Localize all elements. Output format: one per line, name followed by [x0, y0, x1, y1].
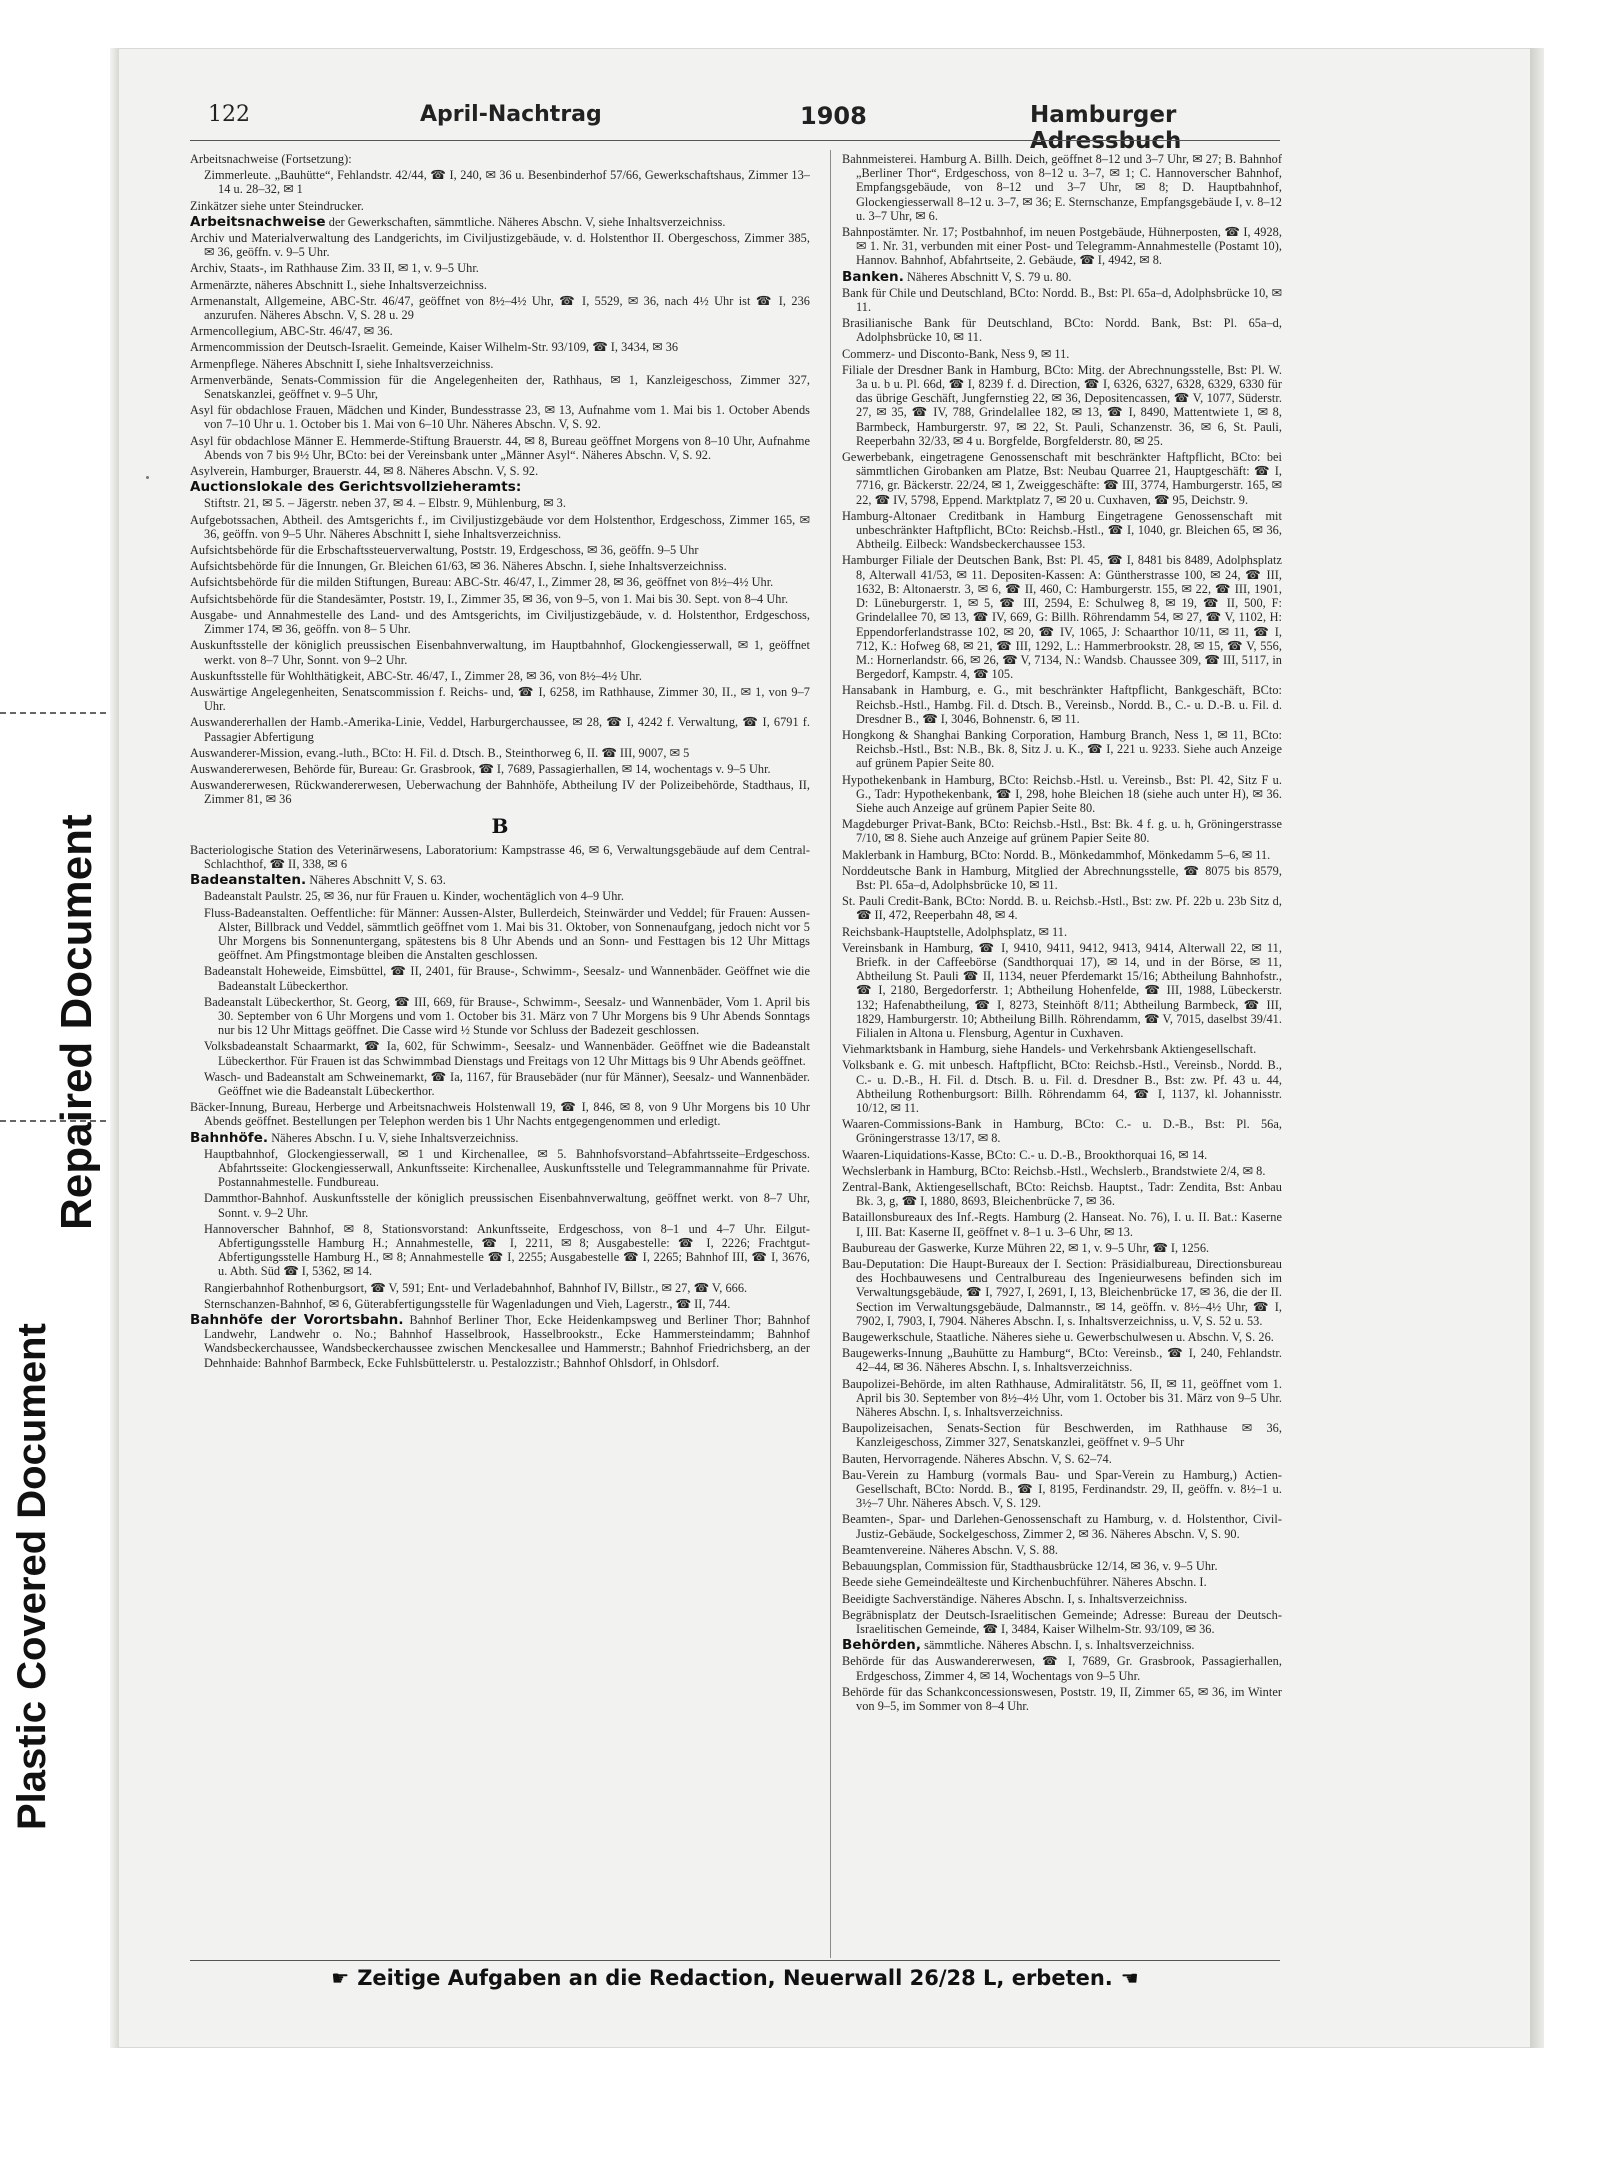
list-item: Baugewerkschule, Staatliche. Näheres siehe u. Gewerbschulwesen u. Abschn. V, S. 26. [842, 1330, 1274, 1345]
list-item: Rangierbahnhof Rothenburgsort, ☎ V, 591; Ent- und Verladebahnhof, Bahnhof IV, Billstr., ✉ 27, ☎ V, 666. [204, 1280, 748, 1295]
list-item: Armenanstalt, Allgemeine, ABC-Str. 46/47, geöffnet von 8½–4½ Uhr, ☎ I, 5529, ✉ 36, nach 4½ Uhr ist ☎ I, 236 anzurufen. Näheres Abschn. V, S. 28 u. 29 [190, 293, 810, 323]
list-item: Bebauungsplan, Commission für, Stadthausbrücke 12/14, ✉ 36, v. 9–5 Uhr. [842, 1559, 1218, 1574]
section-letter-b: B [491, 813, 509, 838]
list-item: Bahnmeisterei. Hamburg A. Billh. Deich, geöffnet 8–12 und 3–7 Uhr, ✉ 27; B. Bahnhof „Berliner Thor“, Erdgeschoss, von 8–12 u. 3–7, ✉ 1; C. Hannoverscher Bahnhof, Empfangsgebäude, von 8–12 und 3–7 Uhr, ✉ 8; D. Hauptbahnhof, Glockengiesserwall 8–12 u. 3–7, ✉ 36; E. Sternschanze, Empfangsgebäude I, v. 8–12 u. 3–7 Uhr, ✉ 6. [842, 152, 1282, 223]
list-item: Hamburger Filiale der Deutschen Bank, Bst: Pl. 45, ☎ I, 8481 bis 8489, Adolphsplatz 8, Alterwall 41/53, ✉ 11. Depositen-Kassen: A: Güntherstrasse 100, ✉ 24, ☎ III, 1632, B: Altonaerstr. 3, ✉ 6, ☎ II, 460, C: Hamburgerstr. 155, ✉ 22, ☎ III, 1901, D: Lüneburgerstr. 1, ✉ 5, ☎ III, 2594, E: Schulweg 8, ✉ 19, ☎ II, 500, F: Grindelallee 70, ✉ 13, ☎ IV, 669, G: Billh. Röhrendamm 54, ✉ 27, ☎ V, 1102, H: Eppendorferlandstrasse 102, ✉ 20, ☎ IV, 1065, J: Schaarthor 10/11, ✉ 11, ☎ I, 712, K.: Hofweg 68, ✉ 21, ☎ III, 1292, L.: Hammerbrookstr. 28, ✉ 15, ☎ V, 556, M.: Hornerlandstr. 66, ✉ 26, ☎ V, 7134, N.: Wandsb. Chaussee 309, ☎ III, 5117, in Bergedorf, Kampstr. 4, ☎ 105. [842, 553, 1282, 682]
list-item: Fluss-Badeanstalten. Oeffentliche: für Männer: Aussen-Alster, Bullerdeich, Steinwärder und Veddel; für Frauen: Aussen-Alster, Billbrack und Veddel, sämmtlich geöffnet vom 1. Mai bis 31. Oktober, von Sonnenaufgang, jedoch nicht vor 5 Uhr Morgens bis Sonnenuntergang, spätestens bis 8 Uhr Abends und an Sonn- und Festtagen bis 12 Uhr Mittags geöffnet. Am Pfingstmontage bleiben die Anstalten geschlossen. [204, 905, 810, 963]
list-item: Magdeburger Privat-Bank, BCto: Reichsb.-Hstl., Bst: Bk. 4 f. g. u. h, Gröningerstrasse 7/10, ✉ 8. Siehe auch Anzeige auf grünem Papier Seite 80. [842, 817, 1282, 846]
list-item: Zinkätzer siehe unter Steindrucker. [190, 198, 364, 213]
list-item: Auskunftsstelle für Wohlthätigkeit, ABC-Str. 46/47, I., Zimmer 28, ✉ 36, von 8½–4½ Uhr. [190, 668, 643, 683]
list-item: Badeanstalt Hoheweide, Eimsbüttel, ☎ II, 2401, für Brause-, Schwimm-, Seesalz- und Wannenbäder. Geöffnet wie die Badeanstalt Lübeckerthor. [204, 964, 810, 993]
list-item [842, 270, 1282, 284]
list-item: Brasilianische Bank für Deutschland, BCto: Nordd. Bank, Bst: Pl. 65a–d, Adolphsbrücke 10, ✉ 11. [842, 316, 1282, 345]
footer-notice [190, 1966, 1280, 1990]
list-item: Auswandererwesen, Behörde für, Bureau: Gr. Grasbrook, ☎ I, 7689, Passagierhallen, ✉ 14, wochentags v. 9–5 Uhr. [190, 761, 771, 776]
list-item: Dammthor-Bahnhof. Auskunftsstelle der königlich preussischen Eisenbahnverwaltung, geöffnet werkt. von 8–7 Uhr, Sonnt. v. 9–2 Uhr. [204, 1191, 810, 1220]
list-item: Maklerbank in Hamburg, BCto: Nordd. B., Mönkedammhof, Mönkedamm 5–6, ✉ 11. [842, 847, 1271, 862]
list-item: Bau-Deputation: Die Haupt-Bureaux der I. Section: Präsidialbureau, Directionsbureau des Hochbauwesens und Centralbureau des Ingenieurwesens befinden sich im Verwaltungsgebäude, ☎ I, 7927, I, 2691, I, 13, Bleichenbrücke 17, ✉ 36, die der II. Section im Verwaltungsgebäude, Dalmannstr., ✉ 14, geöffn. v. 8½–4½ Uhr, ☎ I, 7902, I, 7903, I, 7904. Näheres Abschn. I, s. Inhaltsverzeichniss, u. V, S. 52 u. 53. [842, 1257, 1282, 1328]
list-item: Beamten-, Spar- und Darlehen-Genossenschaft zu Hamburg, v. d. Holstenthor, Civil-Justiz-Gebäude, Sockelgeschoss, Zimmer 2, ✉ 36. Näheres Abschn. V, S. 90. [842, 1512, 1282, 1541]
entry-text: Näheres Abschn. I u. V, siehe Inhaltsverzeichniss. [268, 1130, 519, 1145]
list-item: Zimmerleute. „Bauhütte“, Fehlandstr. 42/44, ☎ I, 240, ✉ 36 u. Besenbinderhof 57/66, Gewerkschaftshaus, Zimmer 13–14 u. 28–32, ✉ 1 [204, 168, 810, 197]
list-item: Sternschanzen-Bahnhof, ✉ 6, Güterabfertigungsstelle für Wagenladungen und Vieh, Lagerstr., ☎ II, 744. [204, 1296, 731, 1311]
list-item: Auswanderer-Mission, evang.-luth., BCto: H. Fil. d. Dtsch. B., Steinthorweg 6, II. ☎ III, 9007, ✉ 5 [190, 745, 690, 760]
list-item: Baupolizeisachen, Senats-Section für Beschwerden, im Rathhause ✉ 36, Kanzleigeschoss, Zimmer 327, Senatskanzlei, geöffnet v. 9–5 Uhr [842, 1421, 1282, 1450]
section-heading: Behörden, [842, 1637, 921, 1654]
header-rule [190, 140, 1280, 141]
list-item: Hauptbahnhof, Glockengiesserwall, ✉ 1 und Kirchenallee, ✉ 5. Bahnhofsvorstand–Abfahrtsseite–Erdgeschoss. Abfahrtsseite: Glockengiesserwall, Ankunftsseite: Kirchenallee, Auskunftsstelle und Telegrammannahme für Private. Postannahmestelle. Fundbureau. [204, 1146, 810, 1190]
entry-text: Näheres Abschnitt V, S. 63. [306, 873, 446, 888]
list-item: Baugewerks-Innung „Bauhütte zu Hamburg“, BCto: Vereinsb., ☎ I, 240, Fehlandstr. 42–44, ✉ 36. Näheres Abschn. I, s. Inhaltsverzeichniss. [842, 1346, 1282, 1375]
list-item: Hamburg-Altonaer Creditbank in Hamburg Eingetragene Genossenschaft mit unbeschränkter Haftpflicht, BCto: Reichsb.-Hstl., ☎ I, 1040, gr. Bleichen 65, ✉ 36, Abtheilg. Eilbeck: Wandsbeckerchaussee 153. [842, 508, 1282, 552]
list-item: Baupolizei-Behörde, im alten Rathhause, Admiralitätstr. 56, II, ✉ 11, geöffnet vom 1. April bis 30. September von 8½–4½ Uhr, vom 1. October bis 31. März von 9–5 Uhr. Näheres Abschn. I, s. Inhaltsverzeichniss. [842, 1376, 1282, 1420]
pointing-hand-right-icon: ☛ [331, 1966, 350, 1990]
entry-text: der Gewerkschaften, sämmtliche. Näheres Abschn. V, siehe Inhaltsverzeichniss. [325, 214, 726, 229]
header-right-title: Hamburger Adressbuch [1030, 102, 1182, 154]
running-header [190, 98, 1290, 154]
section-heading: Bahnhöfe. [190, 1129, 269, 1146]
dashed-separator-top [0, 712, 106, 714]
list-item: Waaren-Commissions-Bank in Hamburg, BCto: C.- u. D.-B., Bst: Pl. 56a, Gröningerstrasse 13/17, ✉ 8. [842, 1117, 1282, 1146]
list-item: Begräbnisplatz der Deutsch-Israelitischen Gemeinde; Adresse: Bureau der Deutsch-Israelitischen Gemeinde, ☎ I, 3484, Kaiser Wilhelm-Str. 93/109, ✉ 36. [842, 1607, 1282, 1636]
page-number: 122 [208, 102, 250, 127]
list-item: Aufsichtsbehörde für die milden Stiftungen, Bureau: ABC-Str. 46/47, I., Zimmer 28, ✉ 36, geöffnet von 8½–4½ Uhr. [190, 575, 774, 590]
list-item [190, 1131, 810, 1145]
list-item: Hansabank in Hamburg, e. G., mit beschränkter Haftpflicht, Bankgeschäft, BCto: Reichsb.-Hstl., Hambg. Fil. d. Dtsch. B., Vereinsb., Nordd. B., C.- u. D.-B. u. Fil. d. Dresdner B., ☎ I, 3046, Bohnenstr. 6, ✉ 11. [842, 683, 1282, 726]
entry-text: Näheres Abschnitt V, S. 79 u. 80. [903, 269, 1072, 284]
list-item: Waaren-Liquidations-Kasse, BCto: C.- u. D.-B., Brookthorquai 16, ✉ 14. [842, 1147, 1208, 1162]
list-item: Auswandererwesen, Rückwandererwesen, Ueberwachung der Bahnhöfe, Abtheilung IV der Polizeibehörde, Stadthaus, II, Zimmer 81, ✉ 36 [190, 778, 810, 807]
list-item [190, 1313, 810, 1370]
list-item: Aufsichtsbehörde für die Innungen, Gr. Bleichen 61/63, ✉ 36. Näheres Abschn. I, siehe Inhaltsverzeichniss. [190, 559, 727, 574]
list-item [190, 480, 810, 494]
list-item: Auswandererhallen der Hamb.-Amerika-Linie, Veddel, Harburgerchaussee, ✉ 28, ☎ I, 4242 f. Verwaltung, ☎ I, 6791 f. Passagier Abfertigung [190, 715, 810, 744]
list-item: Bahnpostämter. Nr. 17; Postbahnhof, im neuen Postgebäude, Hühnerposten, ☎ I, 4928, ✉ 1. Nr. 31, verbunden mit einer Post- und Telegramm-Annahmestelle (Postamt 10), Hannov. Bahnhof, Abfahrtseite, 2. Gebäude, ☎ I, 4942, ✉ 8. [842, 225, 1282, 268]
side-labels [0, 700, 100, 1840]
list-item: Beede siehe Gemeindeälteste und Kirchenbuchführer. Näheres Abschn. I. [842, 1575, 1207, 1590]
list-item: Asyl für obdachlose Frauen, Mädchen und Kinder, Bundesstrasse 23, ✉ 13, Aufnahme vom 1. Mai bis 1. October Abends von 7–10 Uhr u. 1. October bis 1. Mai von 6–10 Uhr. Näheres Abschn. V, S. 92. [190, 403, 810, 432]
list-item: Ausgabe- und Annahmestelle des Land- und des Amtsgerichts, im Civiljustizgebäude, v. d. Holstenthor, Erdgeschoss, Zimmer 174, ✉ 36, geöffn. von 8– 5 Uhr. [190, 607, 810, 637]
list-item: Aufsichtsbehörde für die Standesämter, Poststr. 19, I., Zimmer 35, ✉ 36, von 9–5, von 1. Mai bis 30. Sept. von 8–4 Uhr. [190, 591, 789, 606]
list-item: Bauten, Hervorragende. Näheres Abschn. V, S. 62–74. [842, 1451, 1112, 1466]
list-item: Volksbadeanstalt Schaarmarkt, ☎ Ia, 602, für Schwimm-, Seesalz- und Wannenbäder. Geöffnet wie die Badeanstalt Lübeckerthor. Für Frauen ist das Schwimmbad Dienstags und Freitags von 12 Uhr Mittags bis 9 Uhr Abends geöffnet. [204, 1039, 810, 1068]
list-item: Arbeitsnachweise (Fortsetzung): [190, 152, 352, 166]
list-item: Bacteriologische Station des Veterinärwesens, Laboratorium: Kampstrasse 46, ✉ 6, Verwaltungsgebäude auf dem Central-Schlachthof, ☎ II, 338, ✉ 6 [190, 842, 810, 871]
list-item: Hypothekenbank in Hamburg, BCto: Reichsb.-Hstl. u. Vereinsb., Bst: Pl. 42, Sitz F u. G., Tadr: Hypothekenbank, ☎ I, 298, hohe Bleichen 18 (siehe auch unter H), ✉ 36. Siehe auch Anzeige auf grünem Papier Seite 80. [842, 772, 1282, 815]
page-edge-right [1530, 48, 1544, 2048]
entry-text: sämmtliche. Näheres Abschn. I, s. Inhaltsverzeichniss. [921, 1638, 1195, 1653]
list-item: Bäcker-Innung, Bureau, Herberge und Arbeitsnachweis Holstenwall 19, ☎ I, 846, ✉ 8, von 9 Uhr Morgens bis 10 Uhr Abends geöffnet. Bestellungen per Telephon werden bis 1 Uhr Nachts entgegengenommen und erledigt. [190, 1100, 810, 1129]
list-item: Armenverbände, Senats-Commission für die Angelegenheiten der, Rathhaus, ✉ 1, Kanzleigeschoss, Zimmer 327, Senatskanzlei, geöffnet v. 9–5 Uhr, [190, 372, 810, 402]
list-item: Reichsbank-Hauptstelle, Adolphsplatz, ✉ 11. [842, 924, 1068, 939]
list-item: Behörde für das Auswandererwesen, ☎ I, 7689, Gr. Grasbrook, Passagierhallen, Erdgeschoss, Zimmer 4, ✉ 14, Wochentags von 9–5 Uhr. [842, 1654, 1282, 1683]
section-heading: Arbeitsnachweise [190, 213, 326, 230]
list-item: Volksbank e. G. mit unbesch. Haftpflicht, BCto: Reichsb.-Hstl., Vereinsb., Nordd. B., C.- u. D.-B., H. Fil. d. Dtsch. B. u. Fil. d. Dresdner B., Bst: zw. Pf. 43 u. 44, Abtheilung Rothenburgsort: Billh. Röhrendamm 64, ☎ I, 1137, kl. Johannisstr. 10/12, ✉ 11. [842, 1058, 1282, 1115]
list-item: Asyl für obdachlose Männer E. Hemmerde-Stiftung Brauerstr. 44, ✉ 8, Bureau geöffnet Morgens von 8–10 Uhr, Aufnahme Abends von 7 bis 9½ Uhr, BCto: bei der Vereinsbank unter „Männer Asyl“. Näheres Abschn. V, S. 92. [190, 433, 810, 462]
list-item: Beeidigte Sachverständige. Näheres Abschn. I, s. Inhaltsverzeichniss. [842, 1591, 1188, 1606]
header-left-title: April-Nachtrag [420, 102, 602, 127]
list-item: Armenpflege. Näheres Abschnitt I, siehe Inhaltsverzeichniss. [190, 356, 494, 371]
list-item: Baubureau der Gaswerke, Kurze Mühren 22, ✉ 1, v. 9–5 Uhr, ☎ I, 1256. [842, 1240, 1210, 1255]
dashed-separator-bottom [0, 1120, 106, 1122]
list-item: Aufsichtsbehörde für die Erbschaftssteuerverwaltung, Poststr. 19, Erdgeschoss, ✉ 36, geöffn. 9–5 Uhr [190, 543, 699, 558]
list-item: Armencommission der Deutsch-Israelit. Gemeinde, Kaiser Wilhelm-Str. 93/109, ☎ I, 3434, ✉ 36 [190, 340, 679, 355]
list-item: Beamtenvereine. Näheres Abschn. V, S. 88. [842, 1542, 1059, 1557]
list-item: Vereinsbank in Hamburg, ☎ I, 9410, 9411, 9412, 9413, 9414, Alterwall 22, ✉ 11, Briefk. in der Caffeebörse (Sandthorquai 17), ✉ 14, und in der Börse, ✉ 11, Abtheilung St. Pauli ☎ II, 1134, neuer Pferdemarkt 15/16; Abtheilung Bahnhofstr., ☎ I, 2180, Bergedorferstr. 1; Abtheilung Hohenfelde, ☎ III, 1988, Lübeckerstr. 132; Hafenabtheilung, ☎ I, 8273, Steinhöft 8/11; Abtheilung Barmbeck, ☎ III, 1829, Hamburgerstr. 10; Abtheilung Billh. Röhrendamm, ☎ V, 7015, daselbst 39/41. Filialen in Altona u. Flensburg, Agentur in Cuxhaven. [842, 940, 1282, 1040]
list-item: Norddeutsche Bank in Hamburg, Mitglied der Abrechnungsstelle, ☎ 8075 bis 8579, Bst: Pl. 65a–d, Adolphsbrücke 10, ✉ 11. [842, 863, 1282, 892]
list-item: Hongkong & Shanghai Banking Corporation, Hamburg Branch, Ness 1, ✉ 11, BCto: Reichsb.-Hstl., Bst: N.B., Bk. 8, Sitz J. u. K., ☎ I, 221 u. 9233. Siehe auch Anzeige auf grünem Papier Seite 80. [842, 727, 1282, 771]
footer-rule [190, 1960, 1280, 1961]
right-column [842, 152, 1282, 1952]
entry-text: Bahnhof Berliner Thor, Ecke Heidenkampsweg und Berliner Thor; Bahnhof Landwehr, Landwehr o. No.; Bahnhof Hasselbrook, Hasselbrookstr., Ecke Hammersteindamm; Bahnhof Wandsbeckerchaussee, Wandsbeckerchaussee zwischen Menckesallee und Hammerstr.; Bahnhof Friedrichsberg, an der Dehnhaide: Bahnhof Barmbeck, Ecke Fuhlsbüttelerstr. u. Pestalozzistr.; Bahnhof Ohlsdorf, in Ohlsdorf. [204, 1313, 810, 1370]
left-column [190, 152, 810, 1952]
margin-mark [146, 476, 149, 479]
list-item: Zentral-Bank, Aktiengesellschaft, BCto: Reichsb. Hauptst., Tadr: Zendita, Bst: Anbau Bk. 3, g, ☎ I, 1880, 8693, Bleichenbrücke 7, ✉ 36. [842, 1180, 1282, 1209]
list-item: Wechslerbank in Hamburg, BCto: Reichsb.-Hstl., Wechslerb., Brandstwiete 2/4, ✉ 8. [842, 1163, 1266, 1178]
list-item: Archiv, Staats-, im Rathhause Zim. 33 II, ✉ 1, v. 9–5 Uhr. [190, 261, 479, 276]
list-item [190, 873, 810, 887]
pointing-hand-left-icon: ☚ [1120, 1966, 1139, 1990]
list-item [842, 1638, 1282, 1652]
footer-text: Zeitige Aufgaben an die Redaction, Neuerwall 26/28 L, erbeten. [357, 1966, 1113, 1990]
list-item: Behörde für das Schankconcessionswesen, Poststr. 19, II, Zimmer 65, ✉ 36, im Winter von 9–5, im Sommer von 8–4 Uhr. [842, 1684, 1282, 1713]
list-item: Stiftstr. 21, ✉ 5. – Jägerstr. neben 37, ✉ 4. – Elbstr. 9, Mühlenburg, ✉ 3. [204, 496, 566, 511]
list-item: Asylverein, Hamburger, Brauerstr. 44, ✉ 8. Näheres Abschn. V, S. 92. [190, 464, 539, 479]
list-item: Badeanstalt Lübeckerthor, St. Georg, ☎ III, 669, für Brause-, Schwimm-, Seesalz- und Wannenbäder, Vom 1. April bis 30. September von 6 Uhr Morgens und vom 1. October bis 31. März von 7 Uhr Morgens bis 9 Uhr Abends Sonntags nur bis 12 Uhr Mittags geöffnet. Die Casse wird ½ Stunde vor Schluss der Badezeit geschlossen. [204, 994, 810, 1038]
list-item: Bank für Chile und Deutschland, BCto: Nordd. B., Bst: Pl. 65a–d, Adolphsbrücke 10, ✉ 11. [842, 285, 1282, 315]
section-heading: Bahnhöfe der Vorortsbahn. [190, 1312, 404, 1329]
list-item: Bataillonsbureaux des Inf.-Regts. Hamburg (2. Hanseat. No. 76), I. u. II. Bat.: Kaserne I, III. Bat: Kaserne II, geöffnet v. 8–1 u. 3–6 Uhr, ✉ 13. [842, 1210, 1282, 1239]
header-year: 1908 [800, 102, 867, 130]
list-item: St. Pauli Credit-Bank, BCto: Nordd. B. u. Reichsb.-Hstl., Bst: zw. Pf. 22b u. 23b Sitz d, ☎ II, 472, Reeperbahn 48, ✉ 4. [842, 894, 1282, 923]
section-heading: Banken. [842, 268, 904, 285]
plastic-covered-label: Plastic Covered Document [10, 1323, 54, 1830]
list-item: Armenärzte, näheres Abschnitt I., siehe Inhaltsverzeichniss. [190, 277, 487, 292]
list-item: Commerz- und Disconto-Bank, Ness 9, ✉ 11. [842, 346, 1070, 361]
list-item: Gewerbebank, eingetragene Genossenschaft mit beschränkter Haftpflicht, BCto: bei sämmtlichen Girobanken am Platze, Bst: Neubau Quarree 21, Hauptgeschäft: ☎ I, 7716, gr. Bäckerstr. 22/24, ✉ 1, Zweiggeschäfte: ☎ III, 3774, Hamburgerstr. 165, ✉ 22, ☎ IV, 5798, Eppend. Marktplatz 7, ✉ 20 u. Cuxhaven, ☎ 95, Deichstr. 9. [842, 450, 1282, 507]
list-item: Badeanstalt Paulstr. 25, ✉ 36, nur für Frauen u. Kinder, wochentäglich von 4–9 Uhr. [204, 889, 625, 904]
list-item [190, 215, 810, 229]
list-item: Auskunftsstelle der königlich preussischen Eisenbahnverwaltung, im Hauptbahnhof, Glockengiesserwall, ✉ 1, geöffnet werkt. von 8–7 Uhr, Sonnt. von 9–2 Uhr. [190, 638, 810, 667]
list-item: Archiv und Materialverwaltung des Landgerichts, im Civiljustizgebäude, v. d. Holstenthor II. Obergeschoss, Zimmer 385, ✉ 36, geöffn. v. 9–5 Uhr. [190, 231, 810, 260]
list-item: Auswärtige Angelegenheiten, Senatscommission f. Reichs- und, ☎ I, 6258, im Rathhause, Zimmer 30, II., ✉ 1, von 9–7 Uhr. [190, 684, 810, 714]
section-heading: Badeanstalten. [190, 872, 307, 889]
repaired-document-label: Repaired Document [52, 814, 101, 1230]
column-divider [830, 150, 831, 1958]
list-item: Filiale der Dresdner Bank in Hamburg, BCto: Mitg. der Abrechnungsstelle, Bst: Pl. W. 3a u. b u. Pl. 66d, ☎ I, 8239 f. d. Direction, ☎ I, 6326, 6327, 6328, 6329, 6330 für das übrige Geschäft, Jungfernstieg 22, ✉ 36, Depositencassen, ☎ V, 1077, Süderstr. 27, ✉ 35, ☎ IV, 788, Grindelallee 182, ✉ 13, ☎ I, 8490, Mattentwiete 1, ✉ 8, Barmbeck, Hamburgerstr. 97, ✉ 22, St. Pauli, Schanzenstr. 36, ✉ 6, St. Pauli, Reeperbahn 32/33, ✉ 4 u. Borgfelde, Borgfelderstr. 80, ✉ 25. [842, 362, 1282, 448]
list-item: Armencollegium, ABC-Str. 46/47, ✉ 36. [190, 324, 393, 339]
list-item: Viehmarktsbank in Hamburg, siehe Handels- und Verkehrsbank Aktiengesellschaft. [842, 1042, 1257, 1057]
list-item: Wasch- und Badeanstalt am Schweinemarkt, ☎ Ia, 1167, für Brausebäder (nur für Männer), Seesalz- und Wannenbäder. Geöffnet wie die Badeanstalt Lübeckerthor. [204, 1069, 810, 1098]
section-heading: Auctionslokale des Gerichtsvollzieheramts: [190, 479, 522, 496]
list-item: Aufgebotssachen, Abtheil. des Amtsgerichts f., im Civiljustizgebäude vor dem Holstenthor, Erdgeschoss, Zimmer 165, ✉ 36, geöffn. von 9–5 Uhr. Näheres Abschnitt I, siehe Inhaltsverzeichniss. [190, 512, 810, 541]
list-item: Bau-Verein zu Hamburg (vormals Bau- und Spar-Verein zu Hamburg,) Actien-Gesellschaft, BCto: Nordd. B., ☎ I, 8195, Ferdinandstr. 29, II, geöffn. v. 8½–1 u. 3½–7 Uhr. Näheres Absch. V, S. 129. [842, 1467, 1282, 1511]
list-item: Hannoverscher Bahnhof, ✉ 8, Stationsvorstand: Ankunftsseite, Erdgeschoss, von 8–1 und 4–7 Uhr. Eilgut-Abfertigungsstelle Hamburg H.; Annahmestelle, ☎ I, 2211, ✉ 8; Ausgabestelle: ☎ I, 2226; Frachtgut-Abfertigungsstelle Hamburg H., ✉ 8; Annahmestelle ☎ I, 2255; Ausgabestelle ☎ I, 2265; Bahnhof III, ☎ I, 3676, u. Abth. Süd ☎ I, 5362, ✉ 14. [204, 1221, 810, 1279]
